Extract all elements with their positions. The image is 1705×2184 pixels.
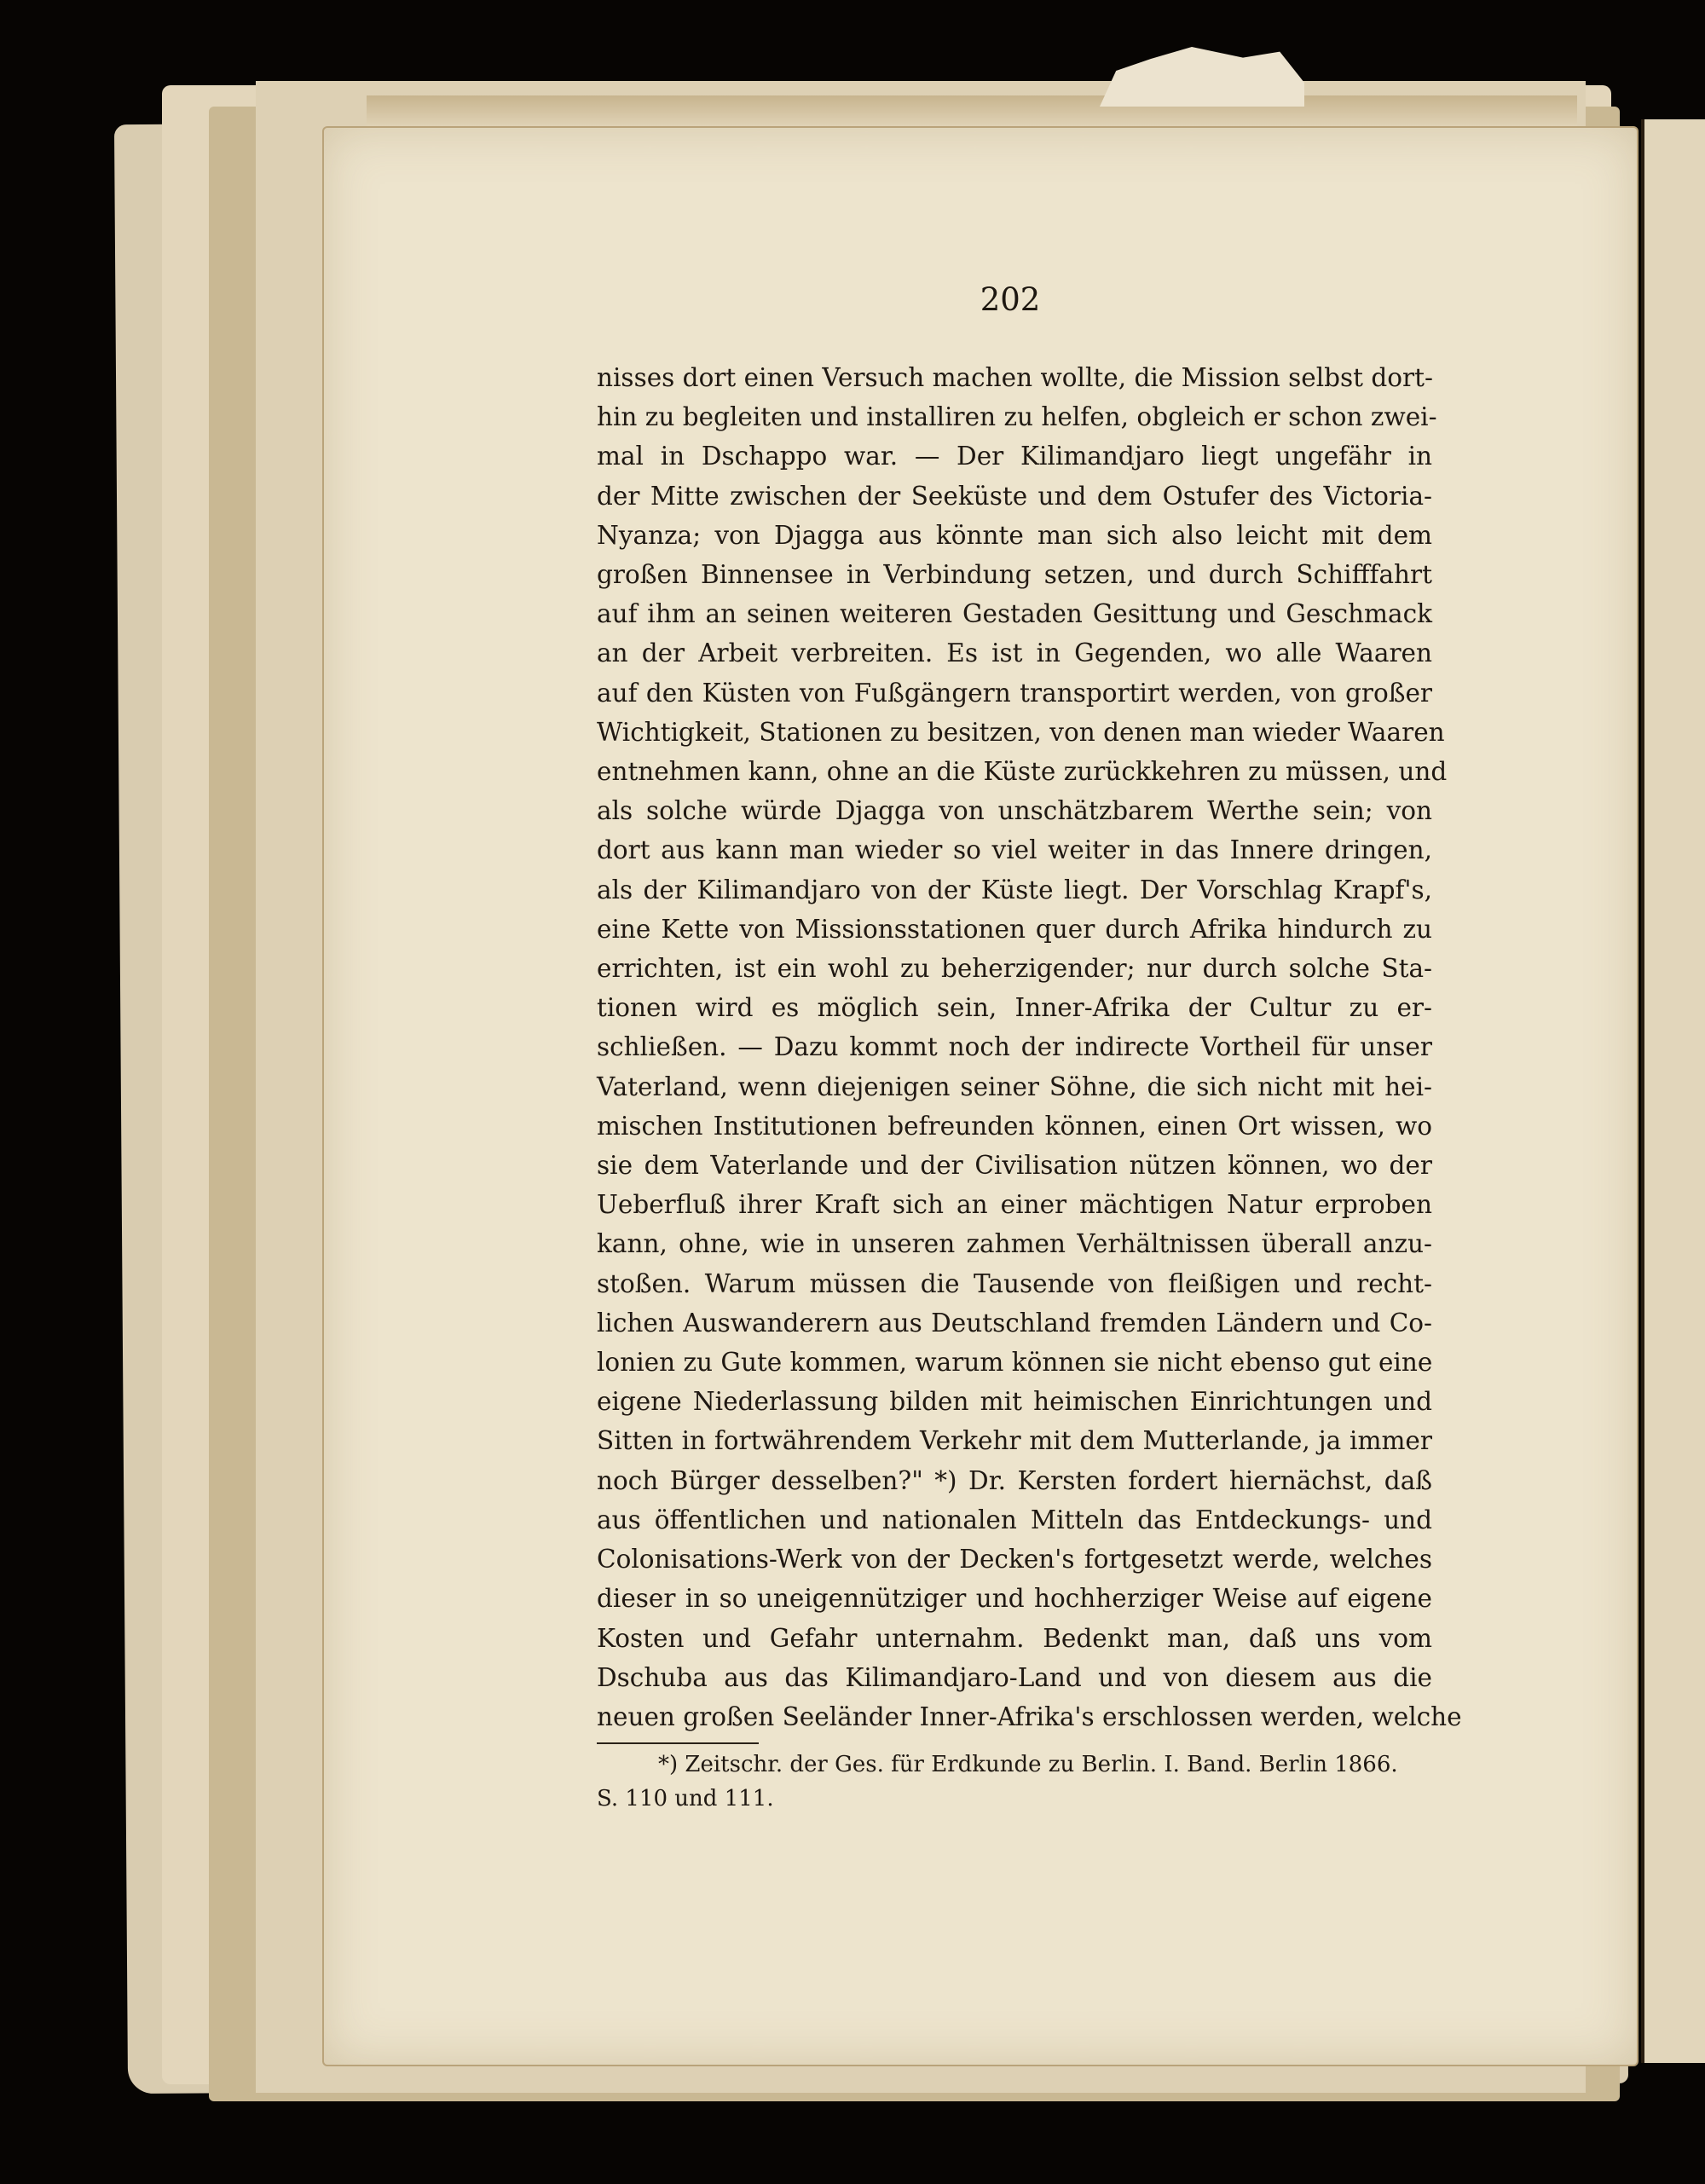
text-line: als der Kilimandjaro von der Küste liegt. Der Vorschlag Krapf's, [597,875,1432,904]
text-line: sie dem Vaterlande und der Civilisation nützen können, wo der [597,1151,1432,1181]
text-line: Sitten in fortwährendem Verkehr mit dem Mutterlande, ja immer [597,1426,1432,1456]
text-line: schließen. — Dazu kommt noch der indirecte Vortheil für unser [597,1032,1432,1062]
text-line: großen Binnensee in Verbindung setzen, und durch Schifffahrt [597,560,1432,590]
text-line: tionen wird es möglich sein, Inner-Afrika der Cultur zu er- [597,993,1432,1023]
text-line: mal in Dschappo war. — Der Kilimandjaro liegt ungefähr in [597,442,1432,471]
facing-page-edge [1641,119,1705,2063]
text-line: entnehmen kann, ohne an die Küste zurückkehren zu müssen, und [597,757,1448,787]
text-line: Wichtigkeit, Stationen zu besitzen, von denen man wieder Waaren [597,717,1445,747]
text-line: dieser in so uneigennütziger und hochherziger Weise auf eigene [597,1584,1432,1614]
footnote-line: *) Zeitschr. der Ges. für Erdkunde zu Berlin. I. Band. Berlin 1866. [658,1752,1398,1777]
text-line: Colonisations-Werk von der Decken's fortgesetzt werde, welches [597,1545,1432,1574]
page-number: 202 [980,281,1041,318]
text-line: an der Arbeit verbreiten. Es ist in Gegenden, wo alle Waaren [597,638,1432,668]
text-line: aus öffentlichen und nationalen Mitteln das Entdeckungs- und [597,1505,1432,1534]
text-line: auf ihm an seinen weiteren Gestaden Gesittung und Geschmack [597,599,1432,629]
text-line: kann, ohne, wie in unseren zahmen Verhältnissen überall anzu- [597,1229,1432,1259]
text-line: lichen Auswanderern aus Deutschland fremden Ländern und Co- [597,1308,1432,1338]
footnote [597,1748,1432,1816]
text-line: mischen Institutionen befreunden können, einen Ort wissen, wo [597,1111,1432,1141]
text-line: Nyanza; von Djagga aus könnte man sich also leicht mit dem [597,520,1432,550]
text-line: Dschuba aus das Kilimandjaro-Land und von diesem aus die [597,1662,1432,1692]
text-line: eigene Niederlassung bilden mit heimischen Einrichtungen und [597,1387,1432,1417]
text-line: Vaterland, wenn diejenigen seiner Söhne, die sich nicht mit hei- [597,1072,1432,1101]
text-line: lonien zu Gute kommen, warum können sie nicht ebenso gut eine [597,1348,1433,1378]
text-line: Kosten und Gefahr unternahm. Bedenkt man, daß uns vom [597,1623,1432,1653]
body-text [597,358,1462,1736]
text-line: eine Kette von Missionsstationen quer durch Afrika hindurch zu [597,914,1432,944]
text-line: stoßen. Warum müssen die Tausende von fleißigen und recht- [597,1268,1432,1298]
text-line: als solche würde Djagga von unschätzbarem Werthe sein; von [597,796,1432,826]
torn-paper-fragment [1100,47,1304,107]
footnote-rule [597,1742,759,1744]
text-line: errichten, ist ein wohl zu beherzigender; nur durch solche Sta- [597,954,1432,984]
text-line: Ueberfluß ihrer Kraft sich an einer mächtigen Natur erproben [597,1190,1432,1220]
text-line: noch Bürger desselben?" *) Dr. Kersten fordert hiernächst, daß [597,1465,1432,1495]
text-line: auf den Küsten von Fußgängern transportirt werden, von großer [597,678,1432,708]
text-line: neuen großen Seeländer Inner-Afrika's erschlossen werden, welche [597,1702,1462,1731]
footnote-line: S. 110 und 111. [597,1786,774,1811]
text-line: dort aus kann man wieder so viel weiter in das Innere dringen, [597,835,1432,865]
text-line: nisses dort einen Versuch machen wollte, die Mission selbst dort- [597,363,1433,392]
text-line: hin zu begleiten und installiren zu helfen, obgleich er schon zwei- [597,402,1437,432]
text-line: der Mitte zwischen der Seeküste und dem Ostufer des Victoria- [597,481,1432,511]
